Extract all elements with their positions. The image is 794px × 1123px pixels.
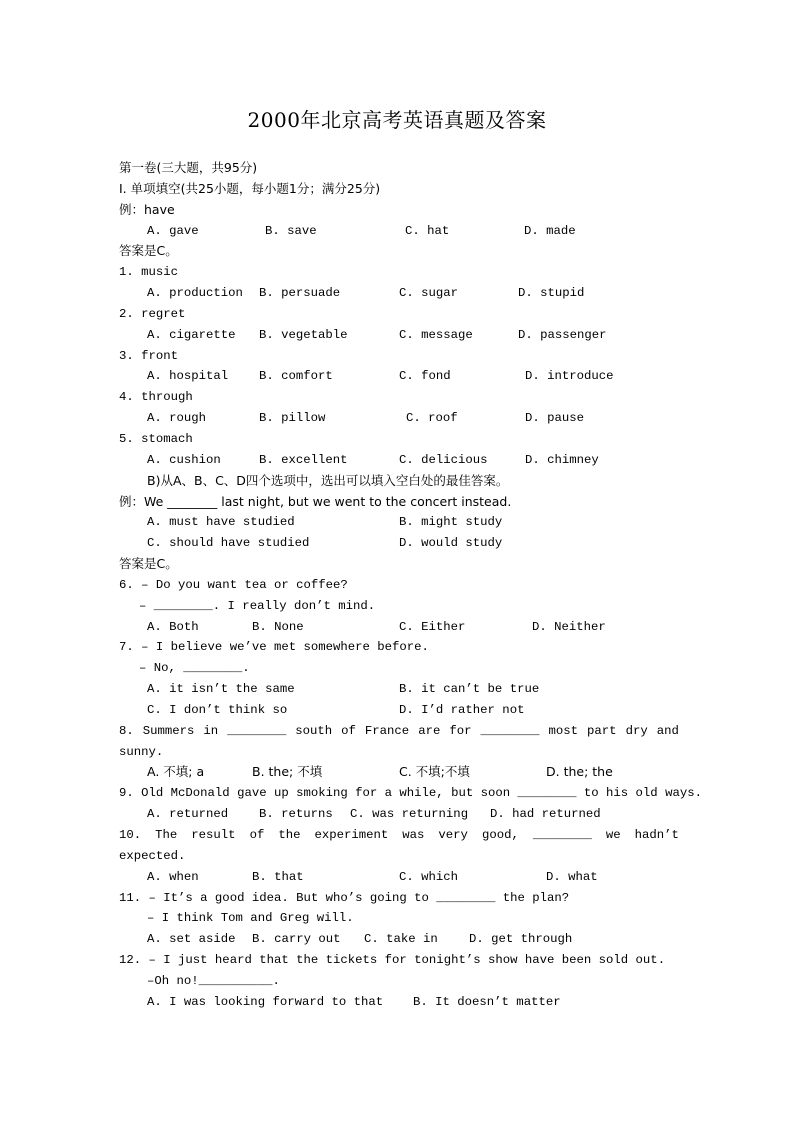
option-b: B. comfort <box>259 369 333 384</box>
word: and <box>656 723 679 738</box>
question-5: 5. stomach <box>119 431 193 446</box>
word: dry <box>625 723 648 738</box>
word: the <box>278 828 301 842</box>
option-b: B. carry out <box>252 932 341 947</box>
word: 8. <box>119 723 134 738</box>
question-2-options <box>119 325 679 346</box>
question-9-options <box>119 804 679 825</box>
option-c: C. Either <box>399 619 466 634</box>
question-1-options <box>119 283 679 304</box>
question-9: 9. Old McDonald gave up smoking for a while, but soon ________ to his old ways. <box>119 786 702 801</box>
question-6: 6. – Do you want tea or coffee? <box>119 577 348 592</box>
option-d: D. introduce <box>525 369 614 384</box>
section1-heading: I. 单项填空(共25小题，每小题1分；满分25分) <box>119 180 381 196</box>
option-b: B. pillow <box>259 411 326 426</box>
question-12: 12. – I just heard that the tickets for tonight’s show have been sold out. <box>119 953 666 968</box>
option-b: B. save <box>265 223 317 238</box>
question-8-continued: sunny. <box>119 744 164 759</box>
option-d: D. I’d rather not <box>399 702 525 717</box>
question-12-options <box>119 992 679 1013</box>
option-d: D. chimney <box>525 452 599 467</box>
question-11-options <box>119 929 679 950</box>
blank: ________ <box>227 723 287 738</box>
option-a: A. I was looking forward to that <box>147 994 384 1009</box>
question-10-continued: expected. <box>119 848 186 863</box>
option-c: C. delicious <box>399 452 488 467</box>
example1-options <box>119 221 679 242</box>
option-a: A. cushion <box>147 452 221 467</box>
option-b: B. returns <box>259 807 333 822</box>
option-d: D. get through <box>469 932 573 947</box>
word: south <box>295 723 333 738</box>
section-b-heading: B)从A、B、C、D四个选项中，选出可以填入空白处的最佳答案。 <box>147 472 509 488</box>
option-a: A. it isn’t the same <box>147 682 295 697</box>
blank: ________ <box>532 828 592 842</box>
word: of <box>341 723 356 738</box>
question-7-options-row1 <box>119 679 679 700</box>
word: for <box>449 723 472 738</box>
example1-label: 例：have <box>119 201 175 217</box>
question-5-options <box>119 450 679 471</box>
option-a: A. production <box>147 286 243 301</box>
option-c: C. message <box>399 327 473 342</box>
question-4: 4. through <box>119 390 193 405</box>
question-7-reply: – No, ________. <box>139 661 250 676</box>
option-b: B. that <box>252 869 304 884</box>
question-3-options <box>119 366 679 387</box>
word: we <box>605 828 621 842</box>
word: France <box>364 723 410 738</box>
word: in <box>203 723 219 738</box>
question-12-reply: –Oh no!__________. <box>147 973 280 988</box>
word: was <box>402 828 425 842</box>
word: result <box>191 828 236 842</box>
question-8 <box>119 721 679 742</box>
option-b: B. might study <box>399 515 503 530</box>
option-a: A. must have studied <box>147 515 295 530</box>
option-d: D. stupid <box>518 286 585 301</box>
question-6-options <box>119 617 679 638</box>
option-b: B. persuade <box>259 286 341 301</box>
word: 10. <box>119 828 142 842</box>
option-a: A. cigarette <box>147 327 236 342</box>
question-7: 7. – I believe we’ve met somewhere before. <box>119 640 429 655</box>
blank: ________ <box>480 723 540 738</box>
question-2: 2. regret <box>119 306 186 321</box>
word: hadn’t <box>634 828 679 842</box>
question-11: 11. – It’s a good idea. But who’s going to ________ the plan? <box>119 890 570 905</box>
option-d: D. passenger <box>518 327 607 342</box>
word: good, <box>481 828 519 842</box>
page-title: 2000年北京高考英语真题及答案 <box>247 108 547 132</box>
word: are <box>418 723 441 738</box>
option-c: C. roof <box>406 411 458 426</box>
option-a: A. returned <box>147 807 229 822</box>
example2-label: 例：We ________ last night, but we went to the concert instead. <box>119 493 512 509</box>
option-d: D. the; the <box>546 764 613 780</box>
option-c: C. should have studied <box>147 536 310 551</box>
word: very <box>438 828 468 842</box>
question-6-reply: – ________. I really don’t mind. <box>139 598 376 613</box>
word: part <box>587 723 617 738</box>
example1-answer: 答案是C。 <box>119 243 178 259</box>
example2-options-row2 <box>119 533 679 554</box>
question-4-options <box>119 408 679 429</box>
option-c: C. sugar <box>399 286 459 301</box>
option-b: B. the; 不填 <box>252 764 323 780</box>
question-3: 3. front <box>119 348 179 363</box>
option-c: C. I don’t think so <box>147 702 288 717</box>
question-10 <box>119 825 679 846</box>
exam-content <box>119 158 702 1013</box>
option-d: D. Neither <box>532 619 606 634</box>
option-d: D. would study <box>399 536 503 551</box>
question-8-options <box>119 762 679 783</box>
option-d: D. what <box>546 869 598 884</box>
question-7-options-row2 <box>119 700 679 721</box>
question-10-options <box>119 867 679 888</box>
option-d: D. pause <box>525 411 585 426</box>
option-a: A. rough <box>147 411 207 426</box>
option-b: B. it can’t be true <box>399 682 540 697</box>
option-c: C. fond <box>399 369 451 384</box>
word: The <box>155 828 178 842</box>
question-1: 1. music <box>119 265 179 280</box>
example2-answer: 答案是C。 <box>119 556 178 572</box>
option-b: B. It doesn’t matter <box>413 994 561 1009</box>
example2-options-row1 <box>119 512 679 533</box>
option-b: B. vegetable <box>259 327 348 342</box>
word: of <box>249 828 265 842</box>
option-a: A. hospital <box>147 369 229 384</box>
option-a: A. set aside <box>147 932 236 947</box>
question-11-reply: – I think Tom and Greg will. <box>147 911 354 926</box>
part-heading: 第一卷(三大题，共95分) <box>119 160 258 175</box>
option-b: B. None <box>252 619 304 634</box>
word: experiment <box>314 828 389 842</box>
word: most <box>548 723 579 738</box>
word: Summers <box>142 723 195 738</box>
option-c: C. take in <box>364 932 438 947</box>
option-a: A. gave <box>147 223 199 238</box>
option-a: A. 不填; a <box>147 764 205 780</box>
option-d: D. made <box>524 223 576 238</box>
option-c: C. 不填;不填 <box>399 764 470 780</box>
option-c: C. was returning <box>350 807 469 822</box>
option-c: C. which <box>399 869 459 884</box>
option-c: C. hat <box>405 223 450 238</box>
option-a: A. when <box>147 869 199 884</box>
option-d: D. had returned <box>490 807 601 822</box>
option-a: A. Both <box>147 619 199 634</box>
option-b: B. excellent <box>259 452 348 467</box>
